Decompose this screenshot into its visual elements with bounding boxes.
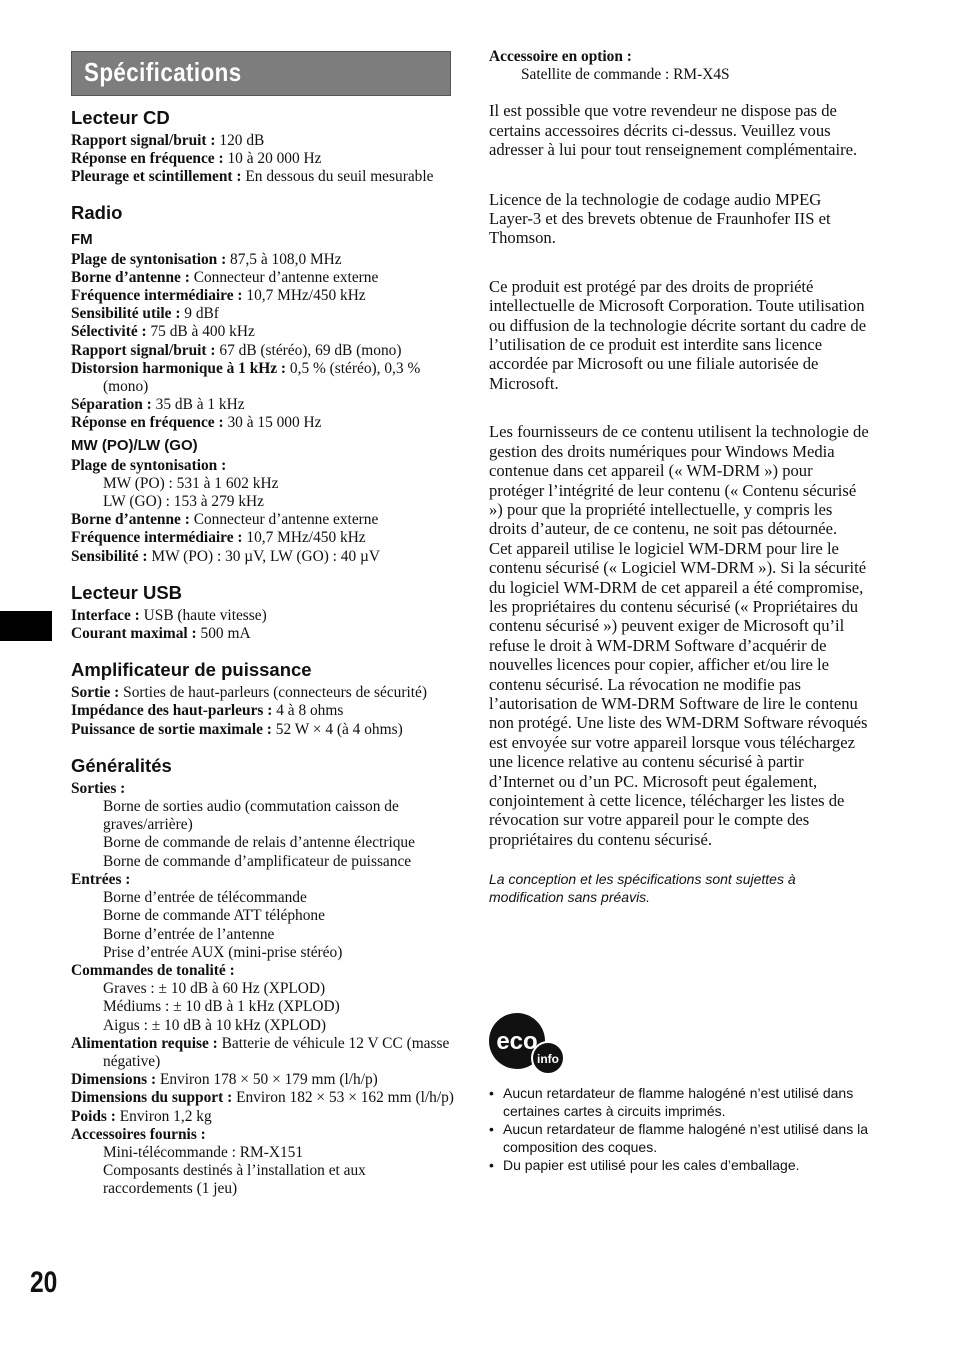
- spec-value: MW (PO) : 30 µV, LW (GO) : 40 µV: [147, 547, 381, 565]
- spec-item: [71, 1108, 456, 1126]
- spec-value: Batterie de véhicule 12 V CC (masse négative): [103, 1034, 450, 1070]
- spec-value: Connecteur d’antenne externe: [189, 268, 379, 286]
- spec-item: [71, 511, 456, 529]
- spec-label: Plage de syntonisation :: [71, 456, 227, 474]
- spec-list-generalites: [71, 780, 456, 1199]
- paragraph-microsoft: Ce produit est protégé par des droits de propriété intellectuelle de Microsoft Corporation. Toute utilisation ou diffusion de la technologie décrite sortant du cadre de l’utilisation de ce produit est interdite sans licence accordée par Microsoft ou une filiale autorisée de Microsoft.: [489, 276, 867, 393]
- spec-value: Environ 178 × 50 × 179 mm (l/h/p): [156, 1071, 378, 1089]
- spec-value: 9 dBf: [180, 305, 219, 323]
- spec-subline: Borne de commande de relais d’antenne électrique: [103, 834, 415, 852]
- spec-item: [71, 305, 456, 323]
- spec-subline: Mini-télécommande : RM-X151: [103, 1143, 304, 1161]
- spec-item: [71, 1071, 456, 1089]
- heading-lecteur-usb: Lecteur USB: [71, 581, 183, 603]
- spec-label: Dimensions :: [71, 1071, 157, 1089]
- spec-label: Fréquence intermédiaire :: [71, 287, 243, 305]
- spec-item: [71, 287, 456, 305]
- paragraph-mpeg-licence: Licence de la technologie de codage audio MPEG Layer-3 et des brevets obtenue de Fraunhofer IIS et Thomson.: [489, 189, 831, 248]
- spec-item: [71, 529, 456, 547]
- spec-value: Sorties de haut-parleurs (connecteurs de sécurité): [119, 684, 427, 702]
- spec-item: [71, 414, 456, 432]
- spec-label: Réponse en fréquence :: [71, 150, 224, 168]
- spec-subline: Borne de commande d’amplificateur de puissance: [103, 852, 412, 870]
- spec-label: Interface :: [71, 606, 140, 624]
- spec-label: Poids :: [71, 1107, 116, 1125]
- spec-item: [71, 323, 456, 341]
- spec-subline: Graves : ± 10 dB à 60 Hz (XPLOD): [103, 980, 326, 998]
- section-title-bar: [71, 51, 451, 96]
- spec-item: [71, 548, 456, 566]
- spec-value: 4 à 8 ohms: [272, 702, 344, 720]
- spec-item: [71, 269, 456, 287]
- spec-item: [71, 962, 456, 980]
- spec-subline: Satellite de commande : RM-X4S: [521, 66, 730, 84]
- spec-label: Impédance des haut-parleurs :: [71, 702, 273, 720]
- spec-label: Distorsion harmonique à 1 kHz :: [71, 359, 287, 377]
- spec-value: 120 dB: [215, 132, 265, 149]
- spec-item: [71, 1126, 456, 1144]
- spec-item: [71, 684, 456, 702]
- heading-radio: Radio: [71, 201, 123, 223]
- spec-item: [71, 1035, 456, 1071]
- spec-list-cd: [71, 132, 456, 187]
- spec-subline: Prise d’entrée AUX (mini-prise stéréo): [103, 943, 343, 961]
- spec-label: Accessoire en option :: [489, 48, 632, 65]
- spec-value: 10 à 20 000 Hz: [223, 150, 322, 168]
- spec-list-amp: [71, 684, 456, 739]
- spec-value: 500 mA: [196, 625, 251, 643]
- spec-value: 10,7 MHz/450 kHz: [242, 287, 366, 305]
- list-item: • Aucun retardateur de flamme halogéné n’est utilisé dans certaines cartes à circuits imprimés.: [489, 1084, 869, 1120]
- side-tab-marker: [0, 611, 52, 641]
- spec-value: 30 à 15 000 Hz: [223, 414, 322, 432]
- eco-logo-sub: info: [537, 1052, 559, 1066]
- spec-label: Borne d’antenne :: [71, 511, 190, 529]
- spec-label: Rapport signal/bruit :: [71, 341, 216, 359]
- heading-fm: FM: [71, 230, 93, 248]
- paragraph-drm-1: Les fournisseurs de ce contenu utilisent la technologie de gestion des droits numériques pour Windows Media contenue dans cet appareil (« WM-DRM ») pour protéger l’intégrité de leur contenu (« Contenu sécurisé ») pour que la propriété intellectuelle, y compris les droits d’auteur, de ce contenu, ne soit pas détournée.: [489, 422, 869, 539]
- spec-label: Puissance de sortie maximale :: [71, 720, 272, 738]
- page-title: Spécifications: [84, 57, 242, 87]
- spec-label: Entrées :: [71, 870, 131, 888]
- spec-label: Courant maximal :: [71, 625, 197, 643]
- spec-item: [71, 871, 456, 889]
- spec-label: Sensibilité utile :: [71, 305, 181, 323]
- spec-item: [71, 780, 456, 798]
- spec-value: USB (haute vitesse): [139, 606, 267, 624]
- spec-label: Dimensions du support :: [71, 1089, 233, 1107]
- spec-value: Environ 1,2 kg: [115, 1107, 212, 1125]
- spec-label: Sensibilité :: [71, 547, 148, 565]
- heading-generalites: Généralités: [71, 754, 172, 776]
- spec-subline: Borne d’entrée de l’antenne: [103, 925, 275, 943]
- spec-item: [71, 1089, 456, 1107]
- spec-value: 75 dB à 400 kHz: [146, 323, 255, 341]
- eco-info-logo: [489, 1013, 565, 1075]
- spec-item: [71, 342, 456, 360]
- spec-item: [71, 607, 456, 625]
- paragraph-revendeur: Il est possible que votre revendeur ne dispose pas de certains accessoires décrits ci-dessus. Veuillez vous adresser à lui pour tout renseignement complémentaire.: [489, 101, 858, 160]
- spec-label: Borne d’antenne :: [71, 268, 190, 286]
- spec-value: 67 dB (stéréo), 69 dB (mono): [215, 341, 402, 359]
- spec-label: Alimentation requise :: [71, 1034, 218, 1052]
- spec-item: [71, 625, 456, 643]
- heading-mw-lw: MW (PO)/LW (GO): [71, 436, 198, 454]
- eco-bullet-list: [489, 1084, 869, 1174]
- right-column: [489, 48, 869, 906]
- heading-amplificateur: Amplificateur de puissance: [71, 659, 312, 681]
- heading-lecteur-cd: Lecteur CD: [71, 107, 170, 128]
- spec-label: Accessoires fournis :: [71, 1125, 206, 1143]
- spec-value: Environ 182 × 53 × 162 mm (l/h/p): [232, 1089, 454, 1107]
- spec-label: Pleurage et scintillement :: [71, 168, 242, 186]
- spec-subline: Médiums : ± 10 dB à 1 kHz (XPLOD): [103, 998, 340, 1016]
- spec-subline: Aigus : ± 10 dB à 10 kHz (XPLOD): [103, 1016, 327, 1034]
- spec-list-usb: [71, 607, 456, 643]
- spec-item: [71, 150, 456, 168]
- spec-subline: MW (PO) : 531 à 1 602 kHz: [103, 474, 279, 492]
- spec-item: [71, 702, 456, 720]
- spec-label: Séparation :: [71, 396, 152, 414]
- spec-list-fm: [71, 251, 456, 433]
- spec-subline: LW (GO) : 153 à 279 kHz: [103, 493, 264, 511]
- spec-label: Sélectivité :: [71, 323, 147, 341]
- list-item: • Du papier est utilisé pour les cales d’emballage.: [489, 1156, 869, 1174]
- spec-value: En dessous du seuil mesurable: [241, 168, 434, 186]
- list-item: • Aucun retardateur de flamme halogéné n’est utilisé dans la composition des coques.: [489, 1120, 869, 1156]
- spec-label: Plage de syntonisation :: [71, 250, 227, 268]
- spec-item: [71, 396, 456, 414]
- spec-subline: Borne de sorties audio (commutation caisson de graves/arrière): [103, 798, 399, 834]
- page-number: 20: [30, 1266, 58, 1299]
- spec-subline: Borne d’entrée de télécommande: [103, 889, 307, 907]
- spec-label: Sorties :: [71, 779, 126, 797]
- spec-subline: Composants destinés à l’installation et aux raccordements (1 jeu): [103, 1162, 366, 1198]
- spec-change-note: La conception et les spécifications sont sujettes à modification sans préavis.: [489, 871, 796, 906]
- paragraph-drm-2: Cet appareil utilise le logiciel WM-DRM pour lire le contenu sécurisé (« Logiciel WM-DRM »). Si la sécurité du logiciel WM-DRM de cet appareil a été compromise, les propriétaires du contenu sécurisé (« Propriétaires du contenu sécurisé ») peuvent exiger de Microsoft qu’il refuse le droit à WM-DRM Software d’acquérir de nouvelles licences pour copier, afficher et/ou lire le contenu sécurisé. La révocation ne modifie pas l’autorisation de WM-DRM Software de lire le contenu non protégé. Une liste des WM-DRM Software révoqués est envoyée sur votre appareil lorsque vous téléchargez une licence relative au contenu sécurisé à partir d’Internet ou d’un PC. Microsoft peut également, conjointement à cette licence, télécharger les listes de révocation sur votre appareil pour le compte des propriétaires du contenu sécurisé.: [489, 538, 868, 849]
- spec-label: Fréquence intermédiaire :: [71, 529, 243, 547]
- spec-value: 0,5 % (stéréo), 0,3 % (mono): [103, 359, 421, 396]
- spec-item: [71, 168, 456, 186]
- spec-value: 52 W × 4 (à 4 ohms): [271, 720, 403, 738]
- spec-value: 87,5 à 108,0 MHz: [226, 250, 342, 268]
- left-column: [71, 107, 456, 1199]
- spec-item: [71, 132, 456, 150]
- spec-list-mw-lw: [71, 457, 456, 566]
- spec-label: Sortie :: [71, 684, 120, 702]
- spec-label: Rapport signal/bruit :: [71, 132, 216, 149]
- spec-value: 10,7 MHz/450 kHz: [242, 529, 366, 547]
- spec-item: [71, 721, 456, 739]
- spec-label: Commandes de tonalité :: [71, 961, 235, 979]
- spec-item: [71, 360, 456, 396]
- spec-item: [489, 48, 869, 66]
- eco-logo-word: eco: [496, 1028, 538, 1055]
- spec-subline: Borne de commande ATT téléphone: [103, 907, 325, 925]
- spec-item: [71, 457, 456, 475]
- spec-value: 35 dB à 1 kHz: [151, 396, 245, 414]
- spec-label: Réponse en fréquence :: [71, 414, 224, 432]
- spec-value: Connecteur d’antenne externe: [189, 511, 379, 529]
- spec-item: [71, 251, 456, 269]
